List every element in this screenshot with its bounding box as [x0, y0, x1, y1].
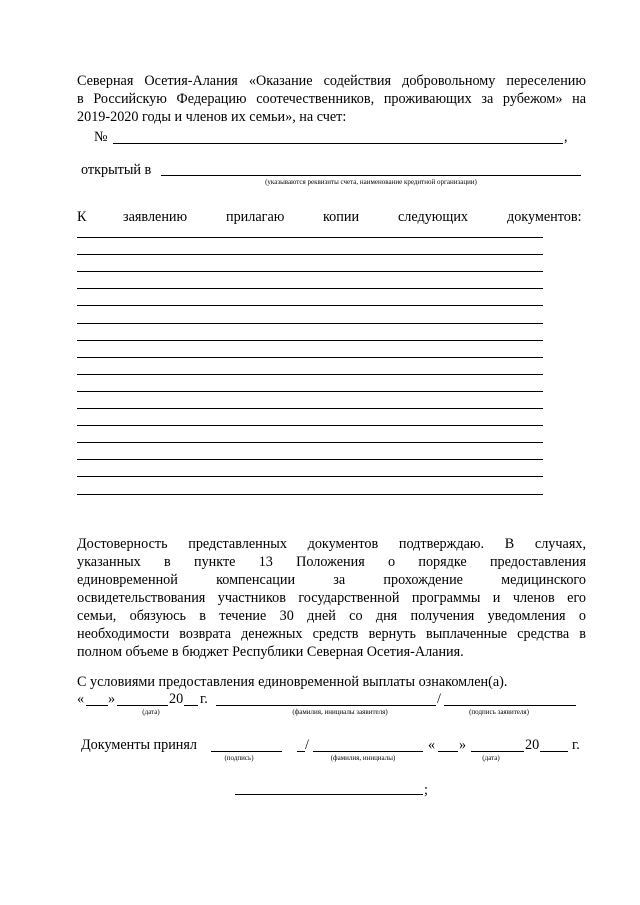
attachment-line[interactable]: [77, 357, 543, 358]
account-comma: ,: [564, 129, 568, 145]
accepted-year-prefix: 20: [525, 737, 540, 753]
footer-field[interactable]: [235, 794, 423, 795]
attach-word-2: заявлению: [123, 209, 188, 225]
attachment-line[interactable]: [77, 374, 543, 375]
ack-name-hint: (фамилия, инициалы заявителя): [292, 708, 388, 716]
confirm-line-2: указанных в пункте 13 Положения о порядке предоставления: [77, 554, 586, 570]
attachment-line[interactable]: [77, 271, 543, 272]
attachment-line[interactable]: [77, 459, 543, 460]
bank-details-hint: (указываются реквизиты счета, наименование кредитной организации): [265, 178, 477, 186]
attach-word-1: К: [77, 209, 87, 225]
confirm-line-4: освидетельствования участников государственной программы и членов его: [77, 590, 586, 606]
confirm-line-6: необходимости возврата денежных средств вернуть выплаченные средства в: [77, 626, 586, 642]
accepted-year-field[interactable]: [540, 751, 568, 752]
accepted-label: Документы принял: [81, 737, 197, 753]
ack-name-field[interactable]: [216, 705, 436, 706]
ack-day-field[interactable]: [86, 705, 108, 706]
attachment-line[interactable]: [77, 254, 543, 255]
attachment-line[interactable]: [77, 408, 543, 409]
attachment-line[interactable]: [77, 237, 543, 238]
opened-in-label: открытый в: [81, 162, 152, 178]
confirm-line-3: единовременной компенсации за прохождение медицинского: [77, 572, 586, 588]
confirm-line-1: Достоверность представленных документов подтверждаю. В случаях,: [77, 536, 586, 552]
attachment-line[interactable]: [77, 442, 543, 443]
accepted-sign-hint: (подпись): [224, 754, 254, 762]
accepted-sign-field[interactable]: [211, 751, 282, 752]
ack-month-field[interactable]: [117, 705, 168, 706]
attachment-line[interactable]: [77, 305, 543, 306]
ack-sign-field[interactable]: [444, 705, 576, 706]
number-sign: №: [94, 129, 108, 145]
accepted-name-field[interactable]: [313, 751, 423, 752]
ack-year-prefix: 20: [169, 691, 184, 707]
ack-open-quote: «: [77, 691, 85, 707]
accepted-name-hint: (фамилия, инициалы): [330, 754, 396, 762]
attach-word-5: следующих: [398, 209, 469, 225]
bank-details-field[interactable]: [161, 175, 581, 176]
acknowledged-text: С условиями предоставления единовременной выплаты ознакомлен(а).: [77, 674, 508, 690]
accepted-open-quote: «: [428, 737, 436, 753]
accepted-close-quote: »: [459, 737, 467, 753]
attachment-line[interactable]: [77, 476, 543, 477]
ack-close-quote: »: [108, 691, 116, 707]
intro-line-2: в Российскую Федерацию соотечественников, проживающих за рубежом» на: [77, 91, 586, 107]
attachment-line[interactable]: [77, 391, 543, 392]
accepted-month-field[interactable]: [471, 751, 524, 752]
attachment-line[interactable]: [77, 288, 543, 289]
ack-year-suffix: г.: [200, 691, 208, 707]
ack-date-hint: (дата): [142, 708, 160, 716]
attach-word-4: копии: [323, 209, 360, 225]
ack-year-field[interactable]: [184, 705, 198, 706]
attachment-line[interactable]: [77, 340, 543, 341]
attach-word-3: прилагаю: [226, 209, 285, 225]
accepted-slash: /: [305, 737, 309, 753]
attach-word-6: документов:: [507, 209, 582, 225]
footer-semicolon: ;: [424, 782, 428, 798]
accepted-day-field[interactable]: [438, 751, 458, 752]
accepted-year-suffix: г.: [572, 737, 580, 753]
ack-slash: /: [437, 691, 441, 707]
attachment-line[interactable]: [77, 323, 543, 324]
intro-line-1: Северная Осетия-Алания «Оказание содействия добровольному переселению: [77, 73, 586, 89]
account-number-field[interactable]: [113, 143, 563, 144]
confirm-line-7: полном объеме в бюджет Республики Северная Осетия-Алания.: [77, 644, 464, 660]
accepted-date-hint: (дата): [482, 754, 500, 762]
attachment-line[interactable]: [77, 494, 543, 495]
intro-line-3: 2019-2020 годы и членов их семьи», на счет:: [77, 109, 347, 125]
ack-sign-hint: (подпись заявителя): [469, 708, 529, 716]
accepted-sign-gap-field: [297, 751, 305, 752]
attachment-line[interactable]: [77, 425, 543, 426]
confirm-line-5: семьи, обязуюсь в течение 30 дней со дня получения уведомления о: [77, 608, 586, 624]
